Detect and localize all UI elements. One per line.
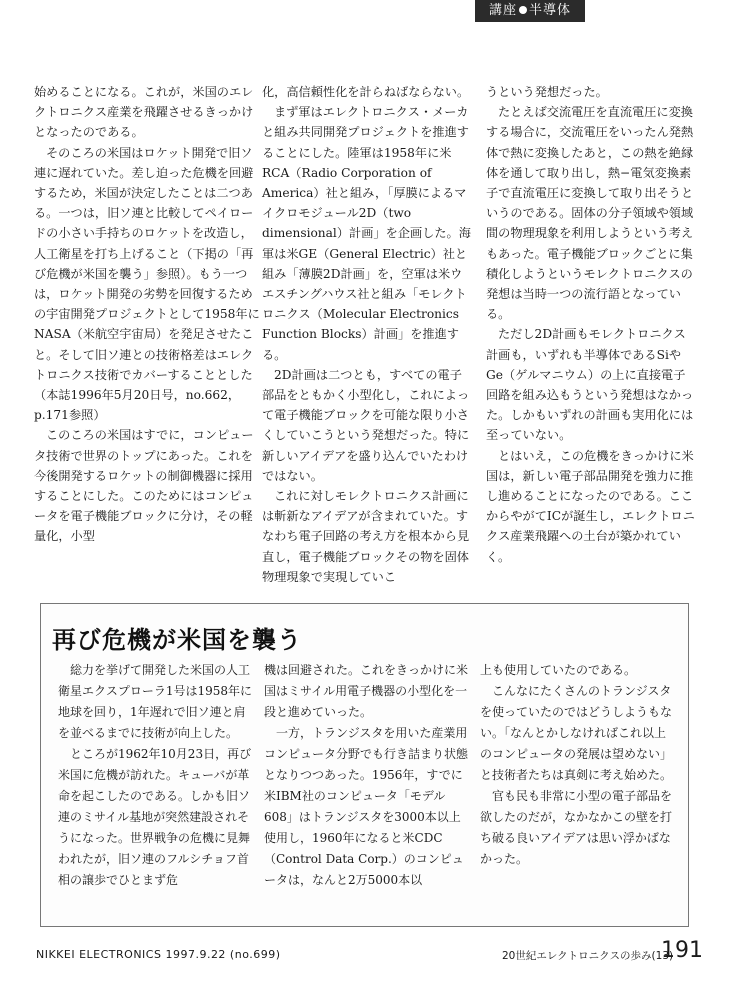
sidebar-column-2 (264, 660, 472, 891)
paragraph: 始めることになる。これが，米国のエレクトロニクス産業を飛躍させるきっかけとなったのである。 (34, 85, 254, 140)
section-tag-left: 講座 (488, 3, 517, 18)
paragraph: とはいえ，この危機をきっかけに米国は，新しい電子部品開発を強力に推し進めることになったのである。ここからやがてICが誕生し，エレクトロニクス産業飛躍への土台が築かれていく。 (486, 448, 695, 564)
paragraph: このころの米国はすでに，コンピュータ技術で世界のトップにあった。これを今後開発するロケットの制御機器に採用することにした。このためにはコンピュータを電子機能ブロックに分け，その軽量化，小型 (34, 428, 254, 544)
footer-series: 20世紀エレクトロニクスの歩み(13) (502, 950, 674, 962)
paragraph: 2D計画は二つとも，すべての電子部品をともかく小型化し，これによって電子機能ブロックを可能な限り小さくしていこうという発想だった。特に新しいアイデアを盛り込んでいたわけではない。 (262, 367, 470, 483)
bullet-icon (519, 6, 527, 14)
paragraph: ところが1962年10月23日，再び米国に危機が訪れた。キューバが革命を起こしたのである。しかも旧ソ連のミサイル基地が突然建設されそうになった。世界戦争の危機に見舞われたが，旧ソ連のフルシチョフ首相の譲歩でひとまず危 (58, 747, 252, 887)
paragraph: たとえば交流電圧を直流電圧に変換する場合に，交流電圧をいったん発熱体で熱に変換したあと，この熱を絶縁体を通して取り出し，熱−電気変換素子で直流電圧に変換して取り出そうというのである。固体の分子領域や領域間の物理現象を利用しようという考えもあった。電子機能ブロックごとに集積化しようというモレクトロニクスの発想は当時一つの流行語となっている。 (486, 105, 694, 322)
paragraph: 上も使用していたのである。 (480, 663, 637, 677)
paragraph: これに対しモレクトロニクス計画には斬新なアイデアが含まれていた。すなわち電子回路の考え方を根本から見直し，電子機能ブロックその物を固体物理現象で実現していこ (262, 489, 470, 584)
paragraph: 総力を挙げて開発した米国の人工衛星エクスプローラ1号は1958年に地球を回り，1年遅れで旧ソ連と肩を並べるまでに技術が向上した。 (58, 663, 253, 740)
page-number: 191 (661, 938, 703, 963)
paragraph: ただし2D計画もモレクトロニクス計画も，いずれも半導体であるSiやGe（ゲルマニウム）の上に直接電子回路を組み込もうという発想はなかった。しかもいずれの計画も実用化には至っていない。 (486, 327, 694, 443)
footer-journal: NIKKEI ELECTRONICS 1997.9.22 (no.699) (36, 948, 281, 961)
section-tag-right: 半導体 (529, 3, 572, 18)
paragraph: うという発想だった。 (486, 85, 608, 99)
paragraph: まず軍はエレクトロニクス・メーカと組み共同開発プロジェクトを推進することにした。陸軍は1958年に米RCA（Radio Corporation of America）社と組み，「厚膜によるマイクロモジュール2D（two dimensional）計画」を企画した。海軍は米GE（General Electric）社と組み「薄膜2D計画」を，空軍は米ウエスチングハウス社と組み「モレクトロニクス（Molecular Electronics Function Blocks）計画」を推進する。 (262, 105, 471, 362)
body-column-1 (34, 82, 264, 547)
body-column-3 (486, 82, 696, 567)
section-tag (475, 0, 585, 22)
paragraph: そのころの米国はロケット開発で旧ソ連に遅れていた。差し迫った危機を回避するため，米国が決定したことは二つある。一つは，旧ソ連と比較してペイロードの小さい手持ちのロケットを改造し，人工衛星を打ち上げること（下掲の「再び危機が米国を襲う」参照）。もう一つは，ロケット開発の劣勢を回復するための宇宙開発プロジェクトとして1958年にNASA（米航空宇宙局）を発足させたこと。そして旧ソ連との技術格差はエレクトロニクス技術でカバーすることとした（本誌1996年5月20日号，no.662，p.171参照） (34, 145, 260, 423)
paragraph: こんなにたくさんのトランジスタを使っていたのではどうしようもない。「なんとかしなければこれ以上のコンピュータの発展は望めない」と技術者たちは真剣に考え始めた。 (480, 684, 673, 782)
sidebar-column-3 (480, 660, 676, 870)
paragraph: 官も民も非常に小型の電子部品を欲したのだが，なかなかこの壁を打ち破る良いアイデアは思い浮かばなかった。 (480, 789, 673, 866)
body-column-2 (262, 82, 474, 587)
sidebar-column-1 (58, 660, 254, 891)
sidebar-title: 再び危機が米国を襲う (52, 626, 302, 654)
paragraph: 一方，トランジスタを用いた産業用コンピュータ分野でも行き詰まり状態となりつつあった。1956年，すでに米IBM社のコンピュータ「モデル608」はトランジスタを3000本以上使用し，1960年になると米CDC（Control Data Corp.）のコンピュータは，なんと2万5000本以 (264, 726, 469, 887)
paragraph: 機は回避された。これをきっかけに米国はミサイル用電子機器の小型化を一段と進めていった。 (264, 663, 469, 719)
paragraph: 化，高信頼性化を計らねばならない。 (262, 85, 470, 99)
